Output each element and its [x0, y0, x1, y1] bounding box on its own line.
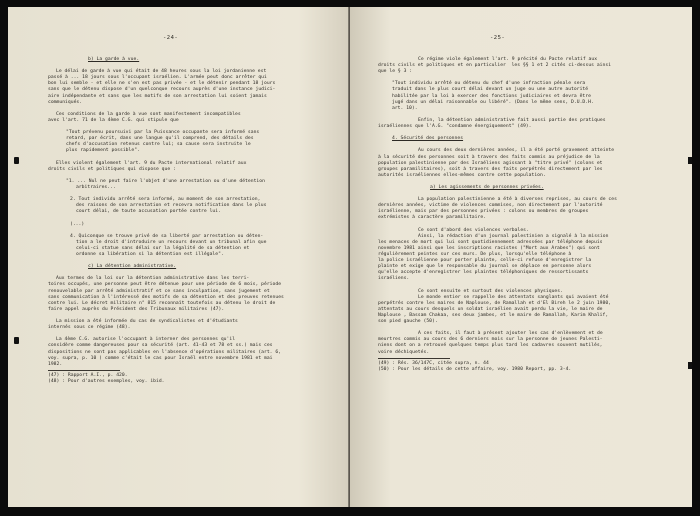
text-line: plus rapidement possible".	[66, 148, 140, 154]
page-body	[48, 57, 284, 385]
text-line: que le § 3 :	[378, 69, 413, 75]
text-line: sans communication à l'intéressé des motifs de sa détention et des preuves retenues	[48, 294, 284, 300]
footnote-rule	[378, 358, 450, 359]
text-line: Naplouse , Bassam Chakaa, ses deux jambes, et le maire de Ramallah, Karim Khalif,	[378, 312, 609, 318]
text-line: Elles violent également l'art. 9 du Pacte international relatif aux	[56, 160, 247, 166]
footnote: (47) : Rapport A.I., p. 420.	[48, 372, 128, 378]
text-line: internés sous ce régime (48).	[48, 325, 131, 331]
text-line: voy. supra, p. 10 ) comme c'était le cas pour Israël entre novembre 1981 et mai	[48, 355, 273, 361]
text-line: extrémistes à caractère paramilitaire.	[378, 215, 486, 221]
text-line: voire déchiquetés.	[378, 349, 430, 355]
text-line: Ainsi, la rédaction d'un journal palestinien a signalé à la mission	[418, 233, 609, 239]
text-line: toires occupés, une personne peut être détenue pour une période de 6 mois, période	[48, 282, 282, 288]
text-line: renouvelable par arrêté administratif et ce sans inculpation, sans jugement et	[48, 288, 270, 294]
text-line: considère comme dangereuses pour sa sécurité (art. 41-43 et 78 et ss.) mais ces	[48, 343, 273, 349]
text-line: la police israélienne pour porter plainte, celle-ci refuse d'enregistrer la	[378, 258, 592, 264]
text-line: La mission a été informée du cas de syndicalistes et d'étudiants	[56, 319, 238, 325]
text-line: retard, par écrit, dans une langue qu'il comprend, des détails des	[66, 136, 254, 142]
text-line: israéliennes que l'A.G. "condamne énergiquement" (49).	[378, 124, 532, 130]
edge-tab	[688, 157, 692, 164]
page-body	[378, 57, 617, 373]
text-line: celui-ci statue sans délai sur la légalité de sa détention et	[76, 245, 250, 251]
text-line: autorités israéliennes elles-mêmes contre cette population.	[378, 172, 546, 178]
text-line: "Tout prévenu poursuivi par la Puissance occupante sera informé sans	[66, 130, 260, 136]
left-page	[8, 7, 350, 507]
text-line: faire appel auprès du Président des Tribunaux militaires (47).	[48, 306, 225, 312]
section-heading: b) La garde à vue.	[88, 57, 140, 62]
text-line: contre lui. Le décret militaire n° 815 reconnaît toutefois au détenu le droit de	[48, 300, 276, 306]
text-line: chefs d'accusation retenus contre lui; sa cause sera instruite le	[66, 142, 251, 148]
text-line: ordonne sa libération si la détention est illégale".	[76, 252, 224, 257]
footnote: (48) : Pour d'autres exemples, voy. ibid.	[48, 378, 165, 384]
edge-tab	[688, 362, 692, 369]
text-line: A ces faits, il faut à présent ajouter les cas d'enlèvement et de	[418, 331, 603, 337]
text-line: court délai, de toute accusation portée contre lui.	[76, 209, 221, 215]
text-line: droits civils et politiques qui dispose que :	[48, 166, 176, 172]
text-line: aire indépendante et sans que les motifs de son arrestation lui soient jamais	[48, 93, 267, 99]
text-line: jugé dans un délai raisonnable ou libéré". (Dans le même sens, D.U.D.H.	[392, 99, 594, 105]
text-line: israéliens.	[378, 276, 410, 282]
binding-hole	[14, 337, 19, 344]
text-line: "1. ... Nul ne peut faire l'objet d'une arrestation ou d'une détention	[66, 178, 265, 184]
text-line: 2. Tout individu arrêté sera informé, au moment de son arrestation,	[70, 197, 261, 203]
text-line: passé à ... 18 jours sous l'occupant israélien. L'armée peut donc arrêter qui	[48, 75, 267, 81]
text-line: niens dont on a retrouvé quelques temps plus tard les cadavres souvent mutilés,	[378, 343, 603, 349]
text-line: Ce sont d'abord des violences verbales.	[418, 227, 529, 233]
text-line: des raisons de son arrestation et recevra notification dans le plus	[76, 203, 267, 209]
text-line: son pied gauche (50).	[378, 319, 438, 325]
text-line: novembre 1981 ainsi que les inscriptions racistes ("Mort aux Arabes") qui sont	[378, 245, 600, 251]
footnote-rule	[48, 370, 120, 371]
section-heading: 4. Sécurité des personnes	[392, 136, 464, 142]
text-line: La 4ème C.G. autorise l'occupant à interner des personnes qu'il	[56, 337, 236, 343]
text-line: Ce sont ensuite et surtout des violences physiques.	[418, 288, 563, 294]
text-line: habilitée par la loi à exercer des fonctions judiciaires et devra être	[392, 93, 591, 99]
section-heading: c) La détention administrative.	[88, 264, 177, 270]
footnote: (49) : Rés. 36/147C, citée supra, n. 44	[378, 360, 489, 366]
document-spread	[8, 7, 692, 507]
text-line: les menaces de mort qui lui sont quotidiennement adressées par téléphone depuis	[378, 239, 603, 245]
text-line: bon lui semble - et elle ne s'en est pas privée - et le détenir pendant 18 jours	[48, 81, 276, 87]
right-page	[350, 7, 692, 507]
text-line: Le monde entier se rappelle des attentats sanglants qui avaient été	[418, 294, 609, 300]
text-line: sans que le détenu dispose d'un quelconque recours auprès d'une instance judici-	[48, 87, 276, 93]
text-line: droits civils et politiques et en particulier les §§ 1 et 2 cités ci-dessus ainsi	[378, 63, 612, 69]
text-line: attentats au cours desquels un soldat israélien avait perdu la vie, le maire de	[378, 306, 603, 312]
text-line: traduit dans le plus court délai devant un juge ou une autre autorité	[392, 87, 589, 93]
text-line: art. 10).	[392, 105, 418, 111]
binding-hole	[14, 157, 19, 164]
text-line: population palestinienne par des Israéliens agissant à "titre privé" (colons et	[378, 160, 603, 166]
text-line: meurtres commis au cours des 6 derniers mois sur la personne de jeunes Palesti-	[378, 337, 603, 343]
text-line: dernières années, victime de violences commises, non directement par l'autorité	[378, 203, 603, 209]
text-line: dispositions ne sont pas applicables en l'absence d'opérations militaires (art. 6,	[48, 349, 282, 355]
text-line: 4. Quiconque se trouve privé de sa liberté par arrestation ou déten-	[70, 233, 264, 239]
text-line: groupes paramilitaires), soit à travers des faits perpétrés directement par les	[378, 166, 603, 172]
text-line: à la sécurité des personnes soit à travers des faits commis au préjudice de la	[378, 154, 600, 160]
text-line: plainte et exige que le responsable du journal se déplace en personne alors	[378, 264, 592, 270]
text-line: "Tout individu arrêté ou détenu du chef d'une infraction pénale sera	[392, 81, 586, 87]
text-line: arbitraires...	[76, 184, 116, 190]
text-line: Au cours des deux dernières années, il a été porté gravement atteinte	[418, 148, 615, 154]
text-line: tion a le droit d'introduire un recours devant un tribunal afin que	[76, 239, 267, 245]
page-number: -25-	[490, 35, 506, 41]
text-line: (...)	[70, 221, 85, 227]
text-line: Ce régime viole également l'art. 9 précité du Pacte relatif aux	[418, 57, 598, 62]
text-line: avec l'art. 71 de la 4ème C.G. qui stipule que	[48, 117, 179, 123]
text-line: Le délai de garde à vue qui était de 48 heures sous la loi jordanienne est	[56, 69, 267, 75]
text-line: communiqués.	[48, 99, 83, 105]
text-line: perpétrés contre les maires de Naplouse, de Ramallah et d'El Bireh le 2 juin 1980,	[378, 300, 612, 306]
text-line: israélienne, mais par des personnes privées : colons ou membres de groupes	[378, 209, 589, 215]
text-line: Ces conditions de la garde à vue sont manifestement incompatibles	[56, 111, 241, 117]
text-line: 1982.	[48, 361, 63, 367]
text-line: La population palestinienne a été à diverses reprises, au cours de ces	[418, 197, 617, 203]
section-heading: a) Les agissements de personnes privées.	[430, 184, 544, 190]
footnote: (50) : Pour les détails de cette affaire, voy. 1980 Report, pp. 3-4.	[378, 366, 572, 372]
text-line: Aux termes de la loi sur la détention administrative dans les terri-	[56, 276, 250, 282]
text-line: qu'elle accepte d'enregistrer les plaintes téléphoniques de ressortissants	[378, 270, 589, 276]
text-line: régulièrement peintes sur ces murs. De plus, lorsqu'elle téléphone à	[378, 252, 572, 257]
text-line: Enfin, la détention administrative fait aussi partie des pratiques	[418, 117, 606, 123]
page-number: -24-	[163, 35, 179, 41]
